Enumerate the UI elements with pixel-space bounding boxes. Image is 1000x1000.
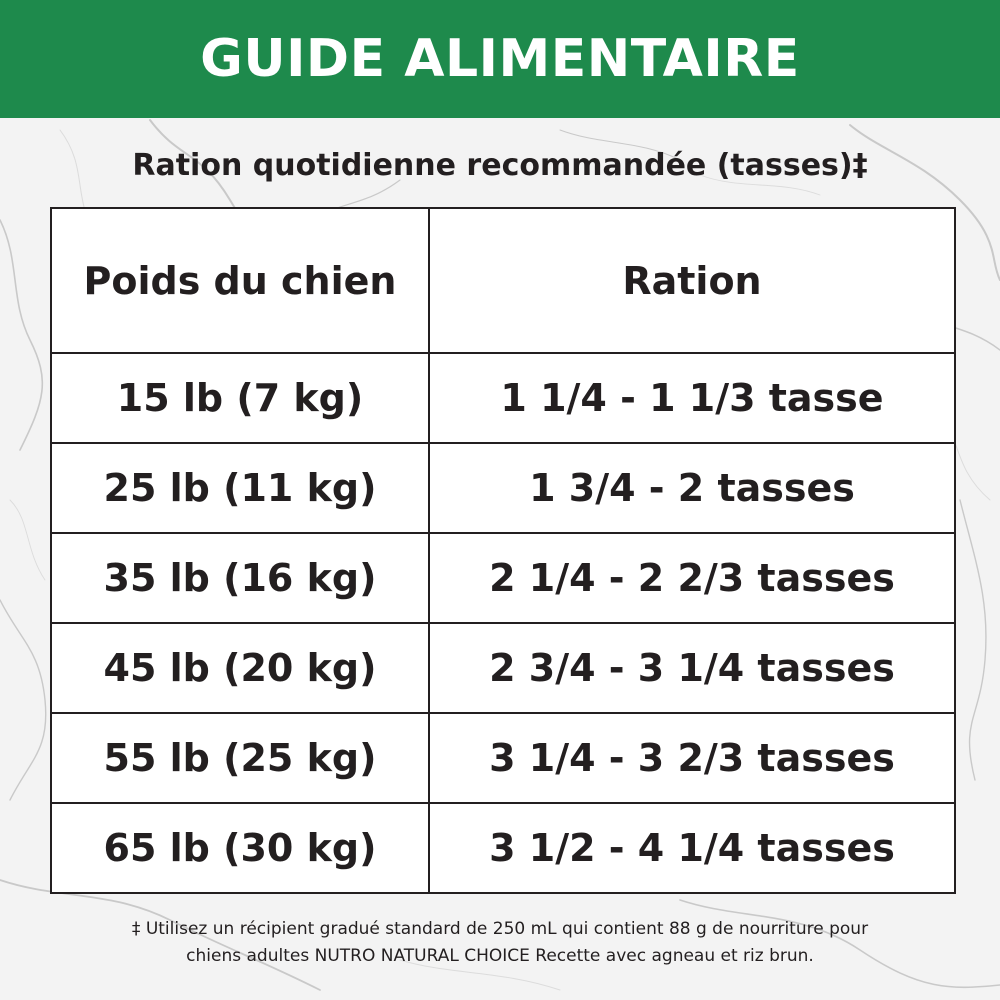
column-header-ration: Ration [429, 208, 955, 353]
weight-cell: 35 lb (16 kg) [51, 533, 429, 623]
ration-cell: 1 3/4 - 2 tasses [429, 443, 955, 533]
weight-cell: 65 lb (30 kg) [51, 803, 429, 893]
weight-cell: 25 lb (11 kg) [51, 443, 429, 533]
table-row [51, 353, 955, 443]
footnote-line-2: chiens adultes NUTRO NATURAL CHOICE Recette avec agneau et riz brun. [186, 946, 814, 966]
table-row [51, 623, 955, 713]
column-header-weight: Poids du chien [51, 208, 429, 353]
weight-cell: 55 lb (25 kg) [51, 713, 429, 803]
table-row [51, 713, 955, 803]
ration-cell: 2 1/4 - 2 2/3 tasses [429, 533, 955, 623]
table-row [51, 803, 955, 893]
ration-cell: 3 1/4 - 3 2/3 tasses [429, 713, 955, 803]
table-caption: Ration quotidienne recommandée (tasses)‡ [132, 148, 868, 183]
footnote-line-1: ‡ Utilisez un récipient gradué standard de 250 mL qui contient 88 g de nourriture pour [131, 919, 869, 939]
header-banner [0, 0, 1000, 118]
table-row [51, 443, 955, 533]
feeding-table [50, 207, 956, 894]
table-row [51, 533, 955, 623]
page-title: GUIDE ALIMENTAIRE [200, 29, 800, 89]
weight-cell: 15 lb (7 kg) [51, 353, 429, 443]
weight-cell: 45 lb (20 kg) [51, 623, 429, 713]
ration-cell: 3 1/2 - 4 1/4 tasses [429, 803, 955, 893]
footnote [80, 916, 920, 970]
ration-cell: 1 1/4 - 1 1/3 tasse [429, 353, 955, 443]
ration-cell: 2 3/4 - 3 1/4 tasses [429, 623, 955, 713]
table-header-row [51, 208, 955, 353]
